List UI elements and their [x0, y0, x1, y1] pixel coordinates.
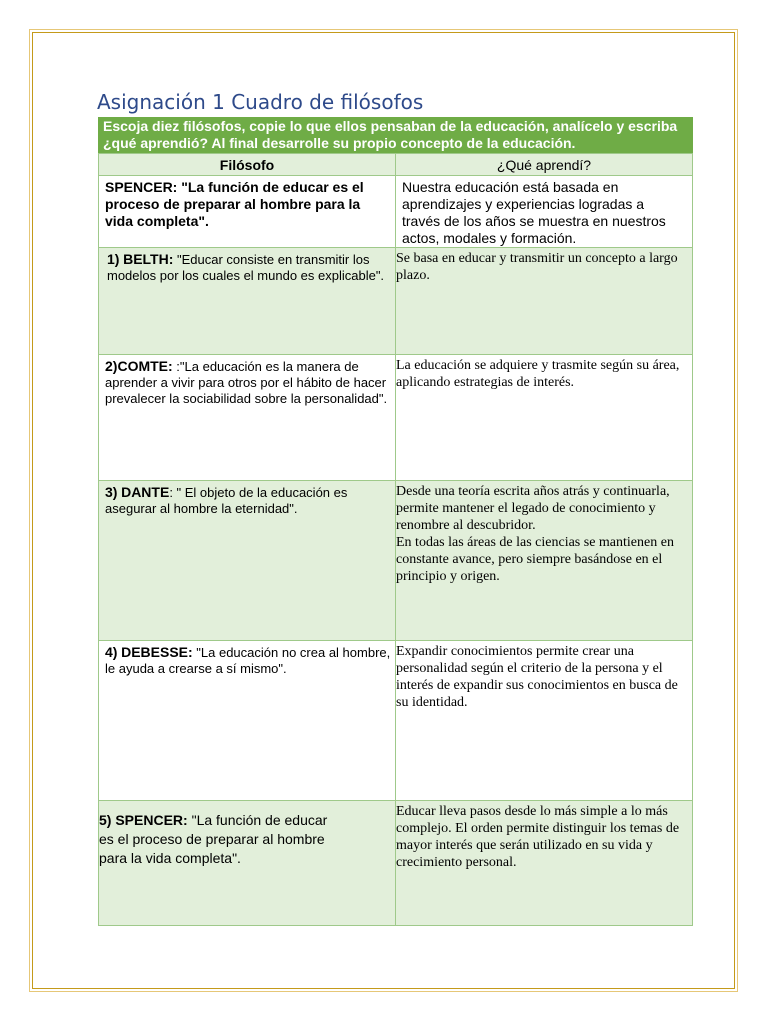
instruction-banner: Escoja diez filósofos, copie lo que ellos pensaban de la educación, analícelo y escriba ¿qué aprendió? Al final desarrolle su propio concepto de la educación. — [98, 117, 693, 153]
learned-text: Desde una teoría escrita años atrás y continuarla, permite mantener el legado de conocimiento y renombre al descubridor. — [396, 484, 670, 533]
philosopher-name: DANTE — [121, 484, 170, 500]
learned-cell: Se basa en educar y transmitir un concepto a largo plazo. — [396, 248, 693, 355]
table-row — [99, 801, 693, 926]
philosopher-name: DEBESSE: — [121, 644, 193, 660]
learned-cell: Expandir conocimientos permite crear una personalidad según el criterio de la persona y el interés de expandir sus conocimientos en busca de su identidad. — [396, 641, 693, 801]
philosopher-name: COMTE: — [117, 358, 173, 374]
philosopher-name: BELTH: — [123, 251, 174, 267]
table-row — [99, 355, 693, 481]
philosopher-quote: "La educación no crea al hombre, le ayuda a crearse a sí mismo". — [105, 645, 391, 676]
row-number: 1) — [107, 251, 120, 267]
row-number: 5) — [99, 812, 112, 828]
learned-cell: Educar lleva pasos desde lo más simple a lo más complejo. El orden permite distinguir los temas de mayor interés que serán utilizado en su vida y crecimiento personal. — [396, 801, 693, 926]
table-row-example — [99, 176, 693, 248]
philosopher-quote: :"La educación es la manera de aprender a vivir para otros por el hábito de hacer prevalecer la sociabilidad sobre la personalidad". — [105, 359, 388, 406]
header-row — [99, 154, 693, 176]
philosopher-quote: "La función de educar es el proceso de preparar al hombre para la vida completa". — [99, 812, 328, 866]
learned-cell: La educación se adquiere y trasmite según su área, aplicando estrategias de interés. — [396, 355, 693, 481]
philosopher-cell — [99, 641, 396, 801]
philosopher-cell — [99, 481, 396, 641]
philosopher-quote: "Educar consiste en transmitir los modelos por los cuales el mundo es explicable". — [107, 252, 385, 283]
philosopher-cell — [99, 248, 396, 355]
philosopher-name: SPENCER: — [115, 812, 188, 828]
table-row — [99, 481, 693, 641]
table-body — [98, 153, 693, 926]
row-number: 4) — [105, 644, 118, 660]
table-row — [99, 641, 693, 801]
philosophers-table — [98, 117, 693, 926]
philosopher-cell — [99, 801, 396, 926]
learned-text-extra: En todas las áreas de las ciencias se mantienen en constante avance, pero siempre basándose en el principio y origen. — [396, 535, 674, 584]
philosopher-cell — [99, 355, 396, 481]
column-header-philosopher: Filósofo — [99, 154, 396, 176]
row-number: 3) — [105, 484, 118, 500]
table-row — [99, 248, 693, 355]
row-number: 2) — [105, 358, 118, 374]
column-header-learned: ¿Qué aprendí? — [396, 154, 693, 176]
philosopher-quote: : " El objeto de la educación es asegurar al hombre la eternidad". — [105, 485, 348, 516]
example-philosopher: SPENCER: "La función de educar es el proceso de preparar al hombre para la vida completa". — [99, 176, 396, 248]
example-learned: Nuestra educación está basada en aprendizajes y experiencias logradas a través de los años se muestra en nuestros actos, modales y formación. — [396, 176, 693, 248]
learned-cell — [396, 481, 693, 641]
document-title: Asignación 1 Cuadro de filósofos — [97, 90, 424, 114]
